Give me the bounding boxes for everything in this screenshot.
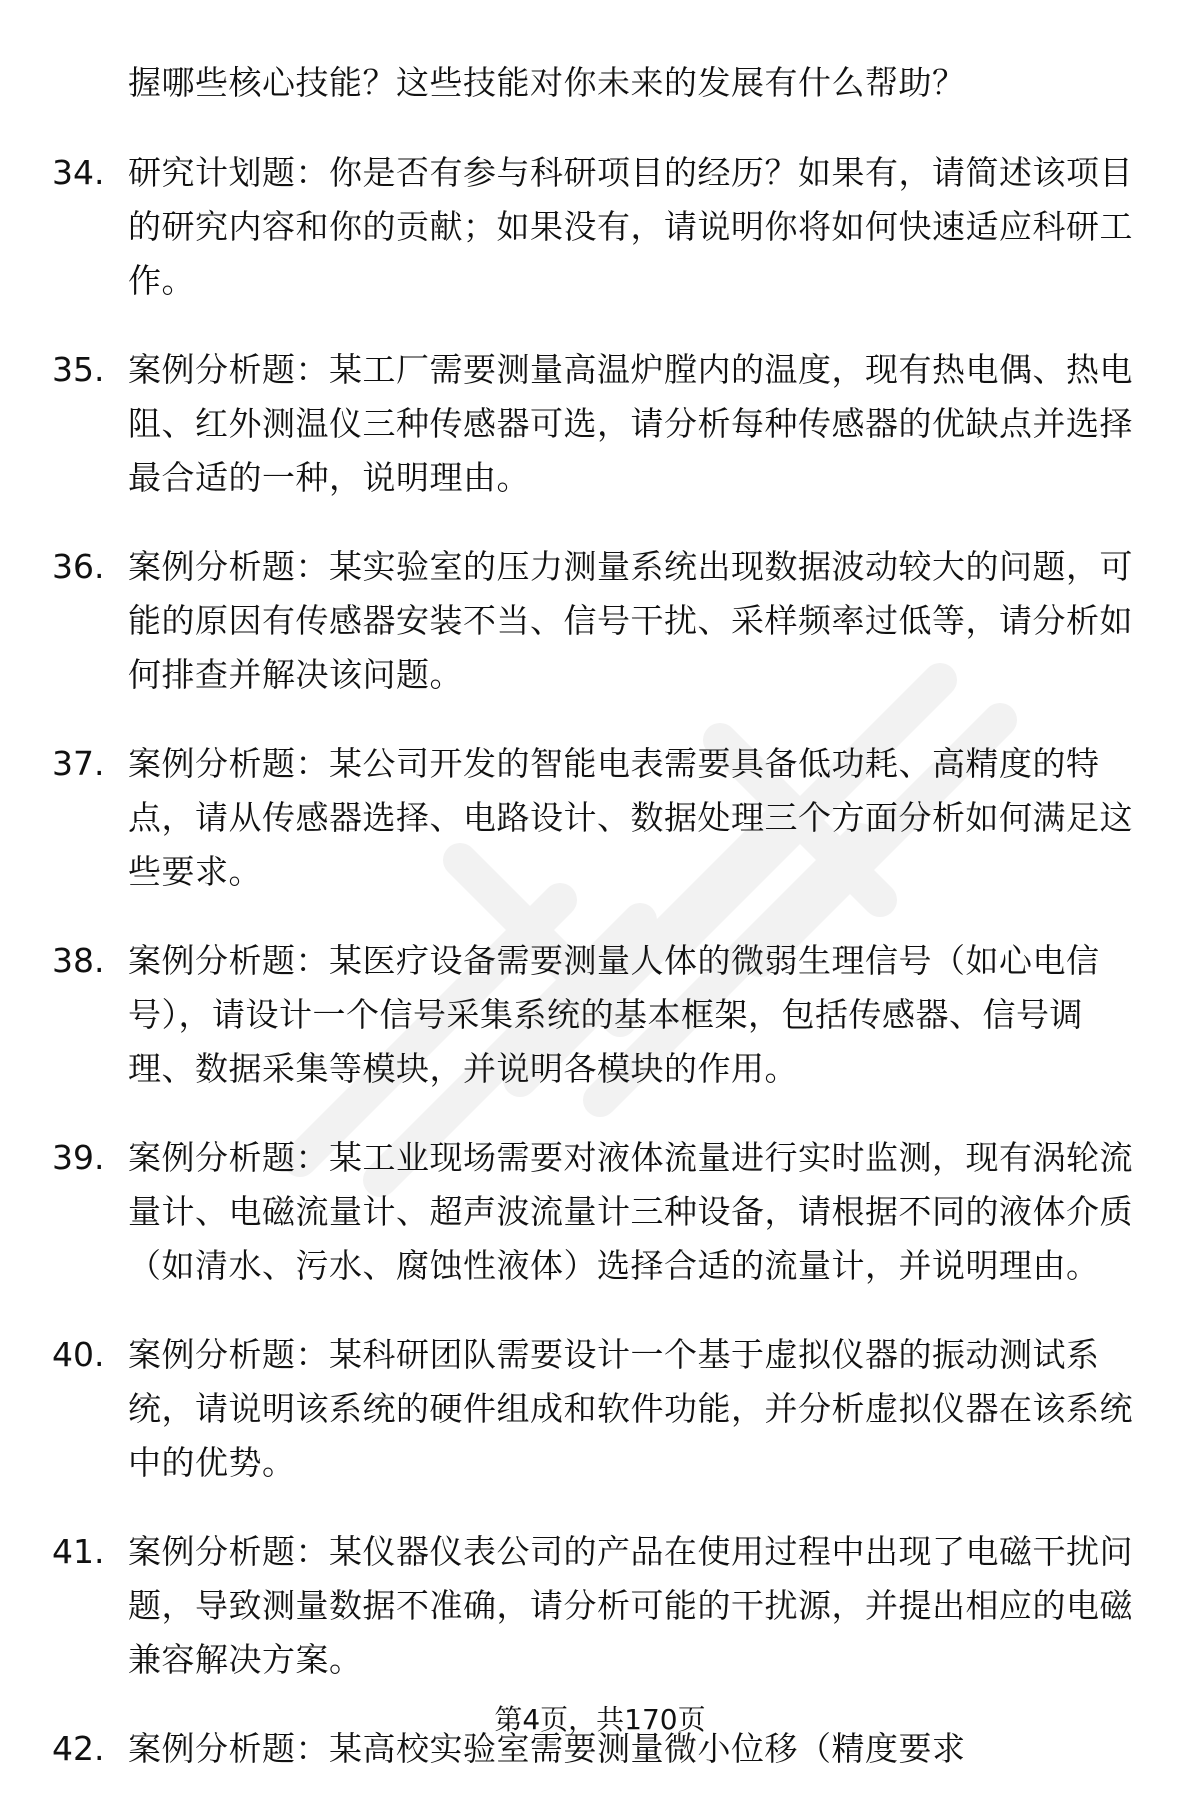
question-number: 37.	[52, 744, 105, 783]
question-text: 案例分析题：某医疗设备需要测量人体的微弱生理信号（如心电信号），请设计一个信号采集系统的基本框架，包括传感器、信号调理、数据采集等模块，并说明各模块的作用。	[128, 941, 1100, 1088]
question-text: 案例分析题：某工业现场需要对液体流量进行实时监测，现有涡轮流量计、电磁流量计、超声波流量计三种设备，请根据不同的液体介质（如清水、污水、腐蚀性液体）选择合适的流量计，并说明理由。	[128, 1138, 1133, 1285]
question-text: 案例分析题：某实验室的压力测量系统出现数据波动较大的问题，可能的原因有传感器安装不当、信号干扰、采样频率过低等，请分析如何排查并解决该问题。	[128, 547, 1133, 694]
question-text: 案例分析题：某仪器仪表公司的产品在使用过程中出现了电磁干扰问题，导致测量数据不准确，请分析可能的干扰源，并提出相应的电磁兼容解决方案。	[128, 1532, 1133, 1679]
question-number: 35.	[52, 350, 105, 389]
list-item	[0, 737, 1200, 899]
question-number: 40.	[52, 1335, 105, 1374]
page-footer: 第4页，共170页	[494, 1703, 706, 1736]
question-list	[0, 146, 1200, 1811]
list-item	[0, 146, 1200, 308]
question-text: 案例分析题：某高校实验室需要测量微小位移（精度要求	[128, 1729, 966, 1768]
question-text: 研究计划题：你是否有参与科研项目的经历？如果有，请简述该项目的研究内容和你的贡献；如果没有，请说明你将如何快速适应科研工作。	[128, 153, 1133, 300]
question-number: 41.	[52, 1532, 105, 1571]
question-text: 案例分析题：某科研团队需要设计一个基于虚拟仪器的振动测试系统，请说明该系统的硬件组成和软件功能，并分析虚拟仪器在该系统中的优势。	[128, 1335, 1133, 1482]
list-item	[0, 540, 1200, 702]
continued-question-text: 握哪些核心技能？这些技能对你未来的发展有什么帮助？	[128, 63, 966, 102]
list-item	[0, 343, 1200, 505]
question-number: 36.	[52, 547, 105, 586]
question-number: 39.	[52, 1138, 105, 1177]
question-text: 案例分析题：某工厂需要测量高温炉膛内的温度，现有热电偶、热电阻、红外测温仪三种传感器可选，请分析每种传感器的优缺点并选择最合适的一种，说明理由。	[128, 350, 1133, 497]
question-number: 34.	[52, 153, 105, 192]
list-item	[0, 934, 1200, 1096]
question-number: 42.	[52, 1729, 105, 1768]
list-item	[0, 1131, 1200, 1293]
question-text: 案例分析题：某公司开发的智能电表需要具备低功耗、高精度的特点，请从传感器选择、电路设计、数据处理三个方面分析如何满足这些要求。	[128, 744, 1133, 891]
list-item	[0, 1525, 1200, 1687]
list-item	[0, 1328, 1200, 1490]
question-number: 38.	[52, 941, 105, 980]
